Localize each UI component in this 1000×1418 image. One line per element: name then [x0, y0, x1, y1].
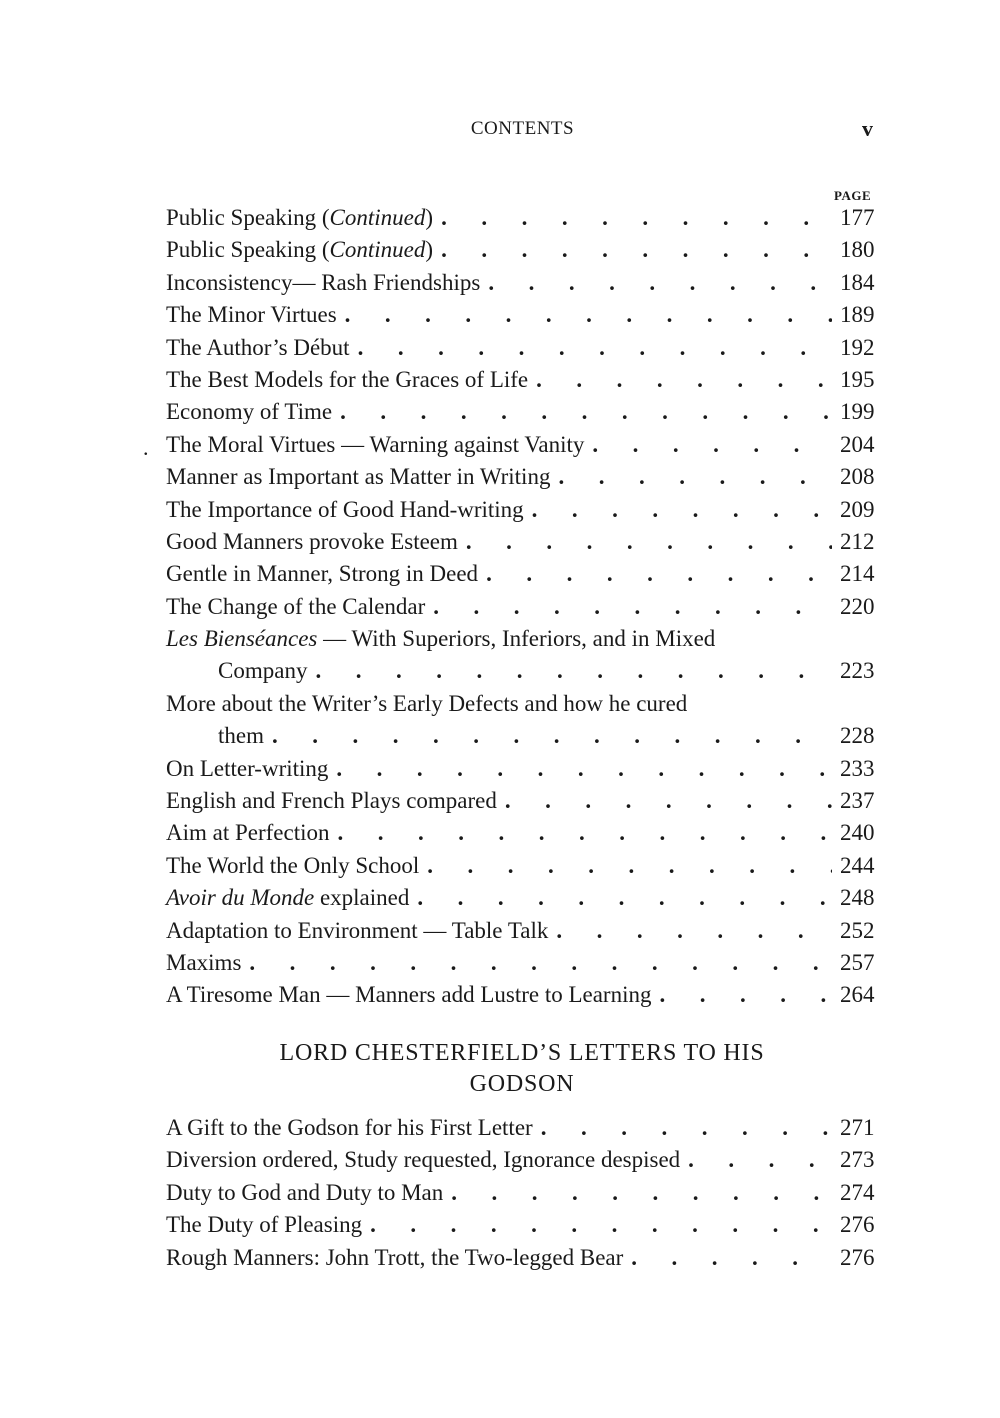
page-column-label: PAGE — [834, 188, 872, 203]
toc-entry-multiline[interactable]: More about the Writer’s Early Defects and how he cured them . 228 — [166, 691, 878, 756]
contents-list — [166, 205, 878, 1015]
page-ref: 252 — [840, 917, 875, 943]
page-number: v — [862, 116, 873, 141]
page-ref: 180 — [840, 237, 875, 263]
toc-entry[interactable]: Good Manners provoke Esteem . 212 — [166, 529, 878, 561]
toc-entry[interactable]: On Letter-writing . 233 — [166, 756, 878, 788]
toc-entry[interactable]: Diversion ordered, Study requested, Ignorance despised . 273 — [166, 1147, 878, 1179]
page-ref: 214 — [840, 561, 875, 587]
section-heading: LORD CHESTERFIELD’S LETTERS TO HIS GODSON — [279, 1040, 765, 1097]
toc-entry[interactable]: English and French Plays compared . 237 — [166, 788, 878, 820]
stray-mark: . — [143, 435, 149, 460]
toc-entry[interactable]: Inconsistency— Rash Friendships . 184 — [166, 270, 878, 302]
toc-entry[interactable]: The Importance of Good Hand-writing . 209 — [166, 497, 878, 529]
toc-entry[interactable]: Avoir du Monde explained . 248 — [166, 885, 878, 917]
toc-entry[interactable]: Duty to God and Duty to Man . 274 — [166, 1180, 878, 1212]
page-ref: 195 — [840, 366, 875, 392]
toc-entry-multiline[interactable]: Les Bienséances — With Superiors, Inferiors, and in Mixed Company . 223 — [166, 626, 878, 691]
page-ref: 233 — [840, 755, 875, 781]
toc-entry[interactable]: Manner as Important as Matter in Writing . 208 — [166, 464, 878, 496]
page-ref: 244 — [840, 852, 875, 878]
toc-entry[interactable]: The Change of the Calendar . 220 — [166, 594, 878, 626]
toc-entry[interactable]: Economy of Time . 199 — [166, 399, 878, 431]
page-ref: 248 — [840, 885, 875, 911]
toc-entry[interactable]: Adaptation to Environment — Table Talk . 252 — [166, 918, 878, 950]
page-ref: 271 — [840, 1115, 875, 1140]
page-ref: 184 — [840, 269, 875, 295]
toc-entry[interactable]: The Minor Virtues . 189 — [166, 302, 878, 334]
page-ref: 192 — [840, 334, 875, 360]
toc-entry[interactable]: Maxims . 257 — [166, 950, 878, 982]
toc-entry[interactable]: Public Speaking (Continued) . 177 — [166, 205, 878, 237]
toc-entry[interactable]: Rough Manners: John Trott, the Two-legged Bear . 276 — [166, 1245, 878, 1277]
toc-entry[interactable]: Aim at Perfection . 240 — [166, 820, 878, 852]
page-ref: 212 — [840, 528, 875, 554]
page-ref: 264 — [840, 982, 875, 1008]
toc-entry[interactable]: A Gift to the Godson for his First Letter . 271 — [166, 1115, 878, 1147]
toc-entry[interactable]: The Author’s Début . 192 — [166, 335, 878, 367]
page-ref: 276 — [840, 1212, 875, 1238]
page-ref: 228 — [840, 723, 875, 749]
page-ref: 223 — [840, 658, 875, 684]
page-ref: 257 — [840, 949, 875, 975]
toc-entry[interactable]: The Best Models for the Graces of Life . 195 — [166, 367, 878, 399]
page-ref: 208 — [840, 464, 875, 490]
page-ref: 276 — [840, 1244, 875, 1270]
page-ref: 240 — [840, 820, 875, 846]
page-ref: 204 — [840, 431, 875, 457]
page-ref: 177 — [840, 205, 875, 230]
godson-contents-list — [166, 1115, 878, 1277]
page-ref: 189 — [840, 302, 875, 328]
page-ref: 274 — [840, 1179, 875, 1205]
toc-entry[interactable]: A Tiresome Man — Manners add Lustre to Learning . 264 — [166, 982, 878, 1014]
running-title: CONTENTS — [470, 118, 575, 139]
toc-entry[interactable]: The Moral Virtues — Warning against Vanity . 204 — [166, 432, 878, 464]
page-ref: 273 — [840, 1147, 875, 1173]
page-ref: 237 — [840, 788, 875, 814]
toc-entry[interactable]: Gentle in Manner, Strong in Deed . 214 — [166, 561, 878, 593]
toc-entry[interactable]: The Duty of Pleasing . 276 — [166, 1212, 878, 1244]
page-ref: 199 — [840, 399, 875, 425]
page-ref: 209 — [840, 496, 875, 522]
toc-entry[interactable]: The World the Only School . 244 — [166, 853, 878, 885]
page-ref: 220 — [840, 593, 875, 619]
toc-entry[interactable]: Public Speaking (Continued) . 180 — [166, 237, 878, 269]
